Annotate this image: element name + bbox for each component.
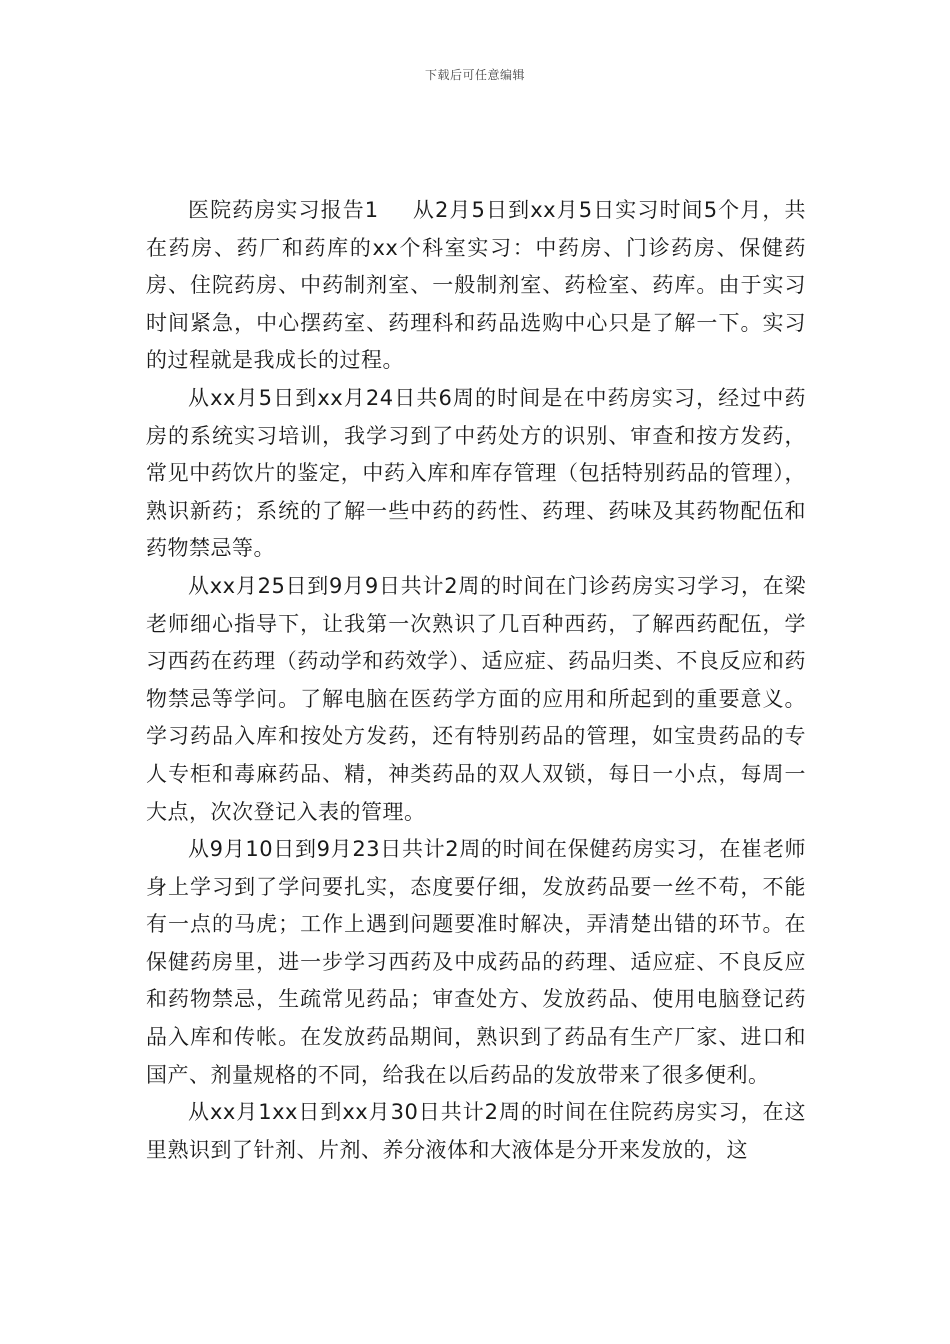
paragraph-4: 从9月10日到9月23日共计2周的时间在保健药房实习，在崔老师身上学习到了学问要扎实，态度要仔细，发放药品要一丝不苟，不能有一点的马虎；工作上遇到问题要准时解决，弄清楚出错的环节。在保健药房里，进一步学习西药及中成药品的药理、适应症、不良反应和药物禁忌，生疏常见药品；审查处方、发放药品、使用电脑登记药品入库和传帐。在发放药品期间，熟识到了药品有生产厂家、进口和国产、剂量规格的不同，给我在以后药品的发放带来了很多便利。 [146, 837, 806, 1087]
paragraph-3: 从xx月25日到9月9日共计2周的时间在门诊药房实习学习，在梁老师细心指导下，让我第一次熟识了几百种西药，了解西药配伍，学习西药在药理（药动学和药效学）、适应症、药品归类、不良反应和药物禁忌等学问。了解电脑在医药学方面的应用和所起到的重要意义。学习药品入库和按处方发药，还有特别药品的管理，如宝贵药品的专人专柜和毒麻药品、精，神类药品的双人双锁，每日一小点，每周一大点，次次登记入表的管理。 [146, 573, 806, 824]
document-body [146, 192, 806, 1169]
paragraph-5: 从xx月1xx日到xx月30日共计2周的时间在住院药房实习，在这里熟识到了针剂、片剂、养分液体和大液体是分开来发放的，这 [146, 1100, 806, 1162]
paragraph-1-text: 从2月5日到xx月5日实习时间5个月，共在药房、药厂和药库的xx个科室实习：中药房、门诊药房、保健药房、住院药房、中药制剂室、一般制剂室、药检室、药库。由于实习时间紧急，中心摆药室、药理科和药品选购中心只是了解一下。实习的过程就是我成长的过程。 [146, 198, 806, 373]
paragraph-1 [146, 192, 806, 380]
page-header: 下载后可任意编辑 [424, 68, 525, 82]
paragraph-2: 从xx月5日到xx月24日共6周的时间是在中药房实习，经过中药房的系统实习培训，我学习到了中药处方的识别、审查和按方发药，常见中药饮片的鉴定，中药入库和库存管理（包括特别药品的管理），熟识新药；系统的了解一些中药的药性、药理、药味及其药物配伍和药物禁忌等。 [146, 385, 806, 561]
document-title: 医院药房实习报告1 [188, 198, 379, 222]
